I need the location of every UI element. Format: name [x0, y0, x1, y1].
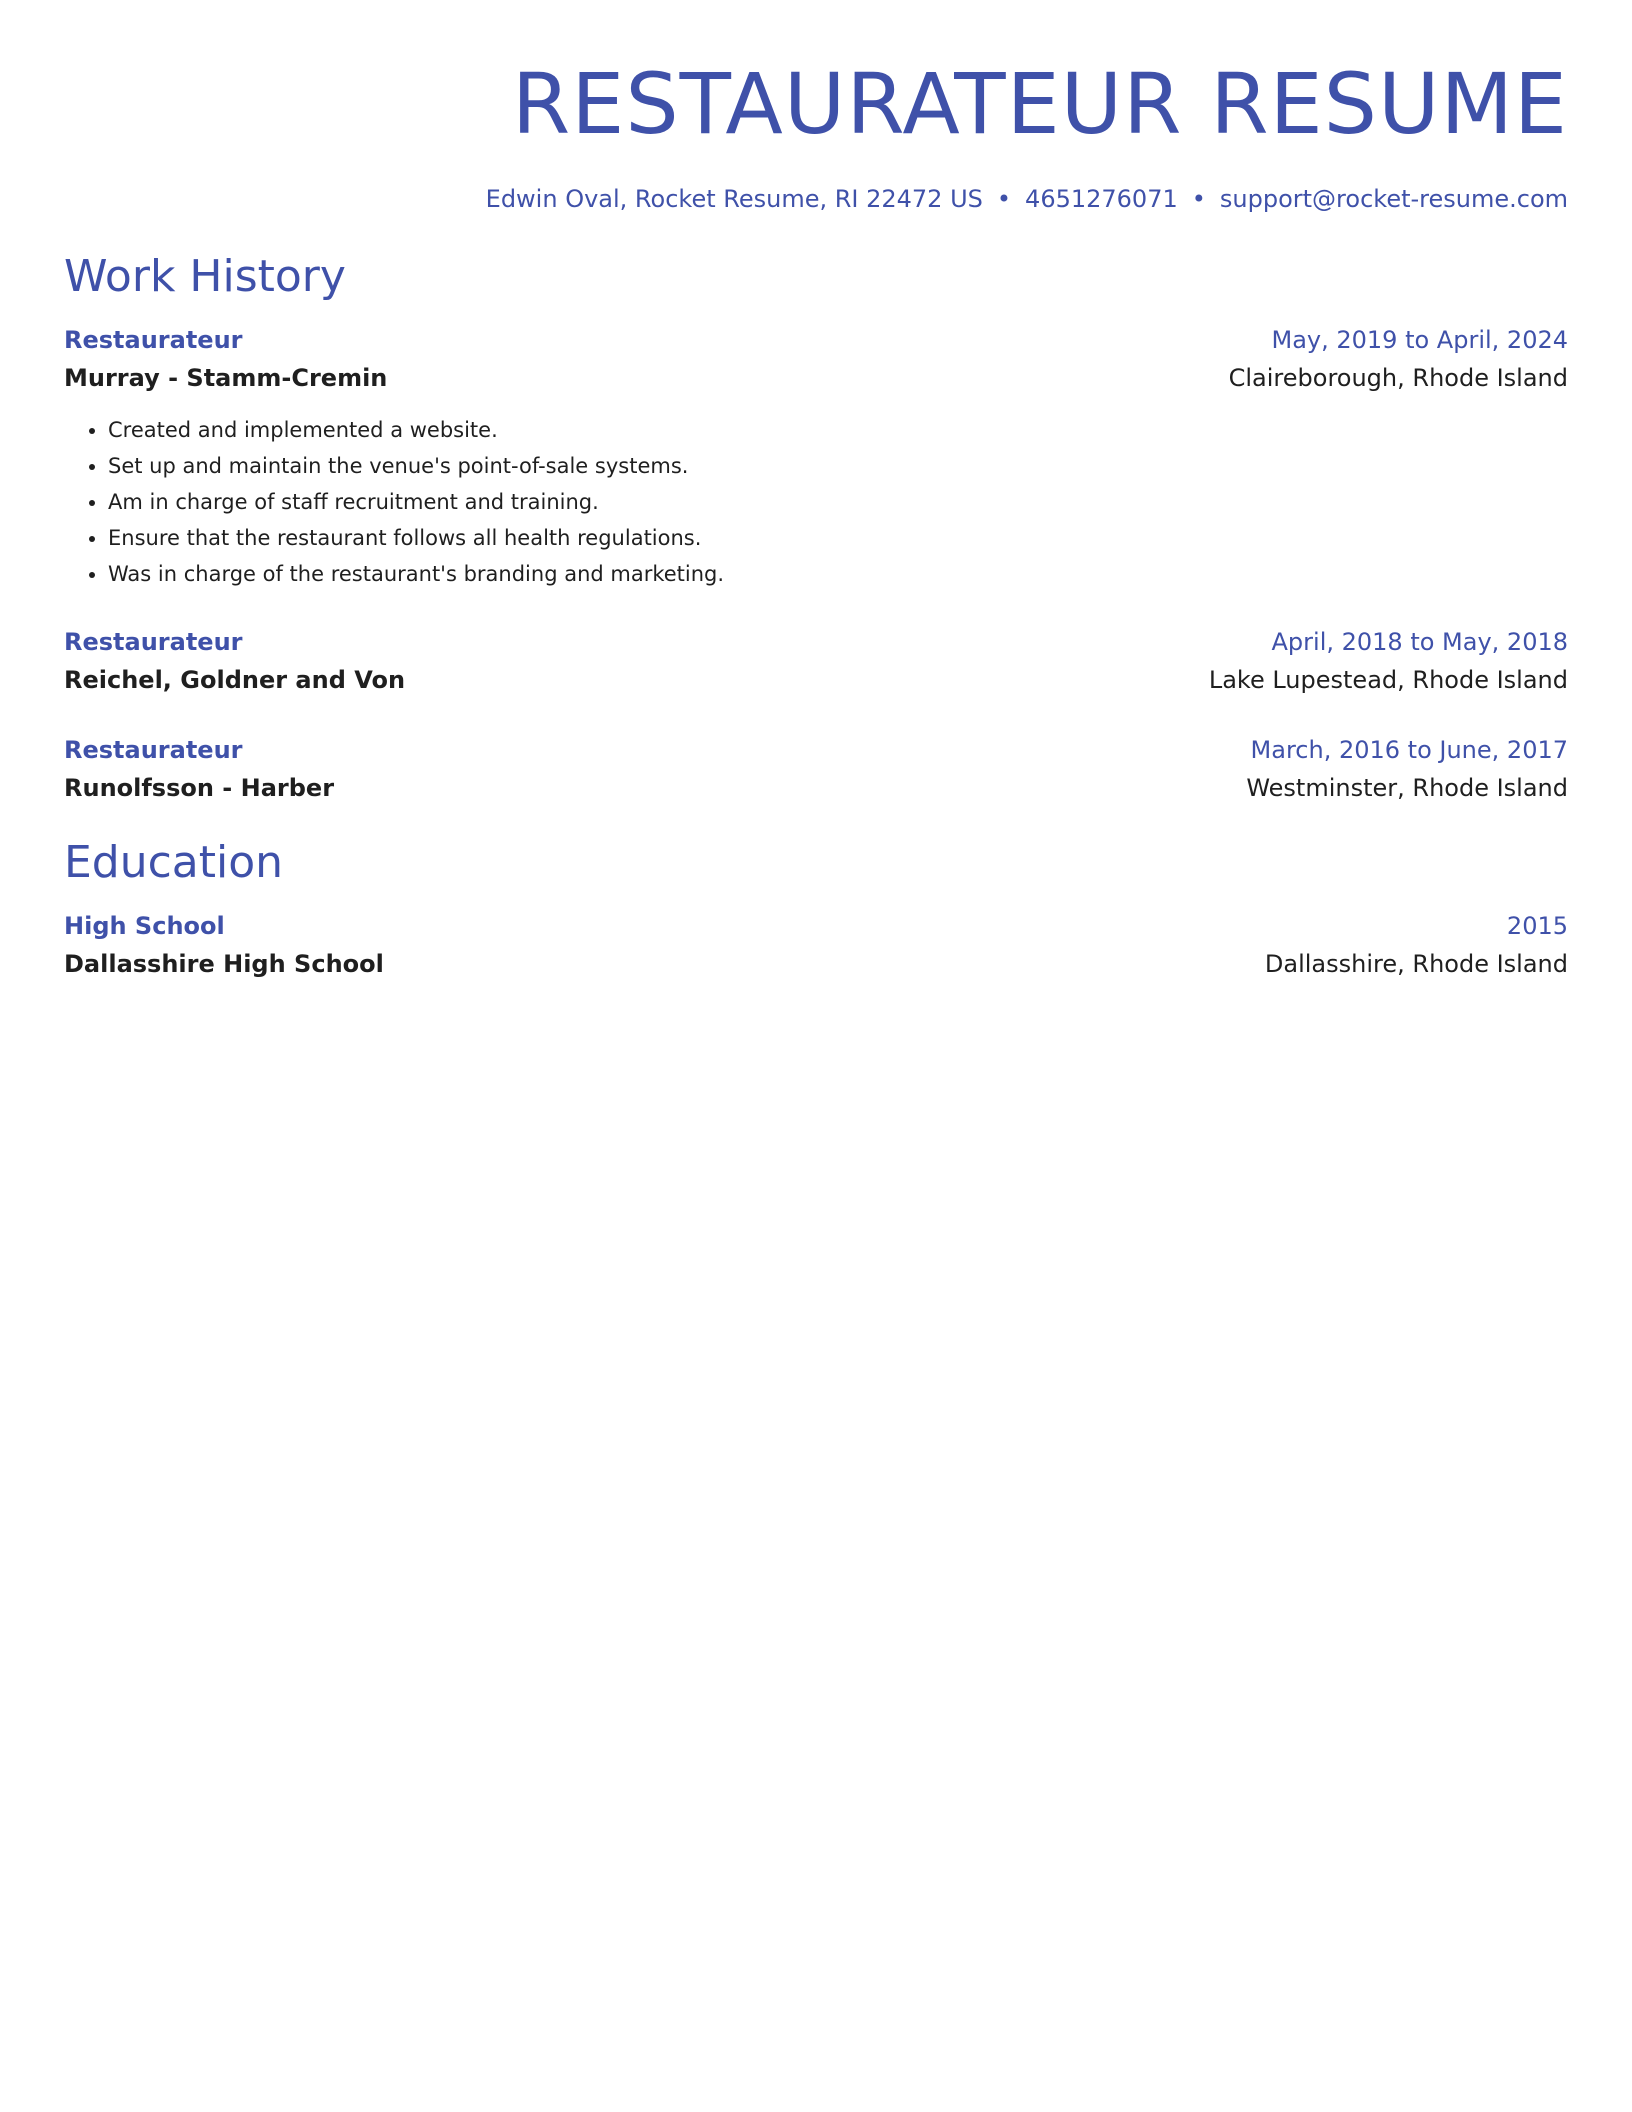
job-entry — [64, 322, 1568, 592]
job-company: Runolfsson - Harber — [64, 774, 335, 802]
job-company: Reichel, Goldner and Von — [64, 666, 406, 694]
contact-separator: • — [1191, 185, 1206, 213]
education-entry — [64, 908, 1568, 984]
job-entry — [64, 732, 1568, 808]
job-bullet: • Am in charge of staff recruitment and training. — [108, 484, 1568, 520]
job-location: Westminster, Rhode Island — [1246, 774, 1568, 802]
job-bullet: • Ensure that the restaurant follows all health regulations. — [108, 520, 1568, 556]
job-role: Restaurateur — [64, 326, 243, 354]
job-location: Claireborough, Rhode Island — [1228, 364, 1568, 392]
contact-phone: 4651276071 — [1025, 185, 1178, 213]
education-school: Dallasshire High School — [64, 950, 384, 978]
contact-line — [64, 182, 1568, 216]
job-entry — [64, 624, 1568, 700]
job-role: Restaurateur — [64, 628, 243, 656]
job-dates: May, 2019 to April, 2024 — [1271, 326, 1568, 354]
job-role: Restaurateur — [64, 736, 243, 764]
job-bullet-list — [64, 412, 1568, 592]
education-year: 2015 — [1506, 912, 1568, 940]
contact-address: Edwin Oval, Rocket Resume, RI 22472 US — [485, 185, 983, 213]
job-dates: April, 2018 to May, 2018 — [1271, 628, 1568, 656]
job-company: Murray - Stamm-Cremin — [64, 364, 388, 392]
resume-title: RESTAURATEUR RESUME — [511, 55, 1568, 153]
job-location: Lake Lupestead, Rhode Island — [1208, 666, 1568, 694]
contact-separator: • — [996, 185, 1012, 213]
job-dates: March, 2016 to June, 2017 — [1250, 736, 1568, 764]
education-location: Dallasshire, Rhode Island — [1264, 950, 1568, 978]
work-history-heading: Work History — [64, 251, 346, 302]
job-bullet: • Set up and maintain the venue's point-of-sale systems. — [108, 448, 1568, 484]
contact-email: support@rocket-resume.com — [1219, 185, 1568, 213]
job-bullet: • Was in charge of the restaurant's branding and marketing. — [108, 556, 1568, 592]
education-degree: High School — [64, 912, 225, 940]
job-bullet: • Created and implemented a website. — [108, 412, 1568, 448]
education-heading: Education — [64, 837, 284, 888]
